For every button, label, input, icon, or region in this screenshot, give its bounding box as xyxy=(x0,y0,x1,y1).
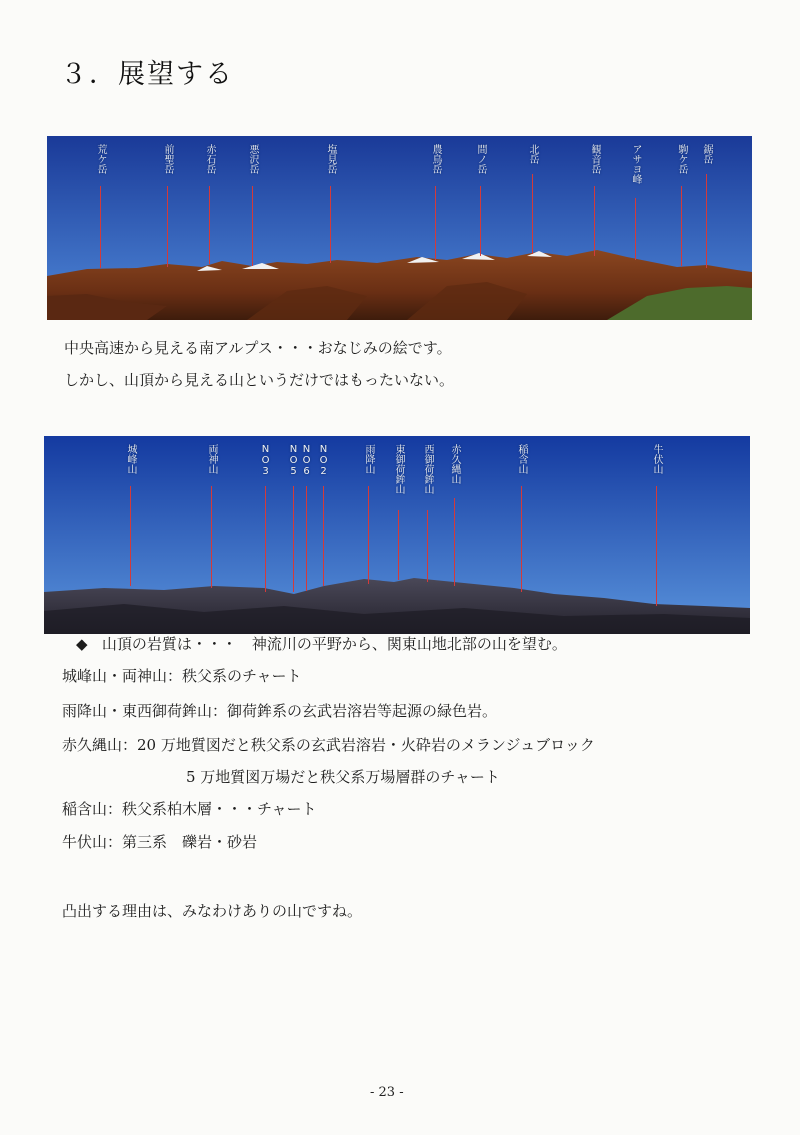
peak-label: 北岳 xyxy=(527,144,538,164)
peak-marker-line xyxy=(656,486,657,606)
peak-label: 農鳥岳 xyxy=(430,144,441,174)
geology-intro-text: 山頂の岩質は・・・ 神流川の平野から、関東山地北部の山を望む。 xyxy=(101,635,567,653)
peak-marker-line xyxy=(265,486,266,592)
peak-marker-line xyxy=(306,486,307,591)
geology-line: 赤久縄山：20 万地質図だと秩父系の玄武岩溶岩・火砕岩のメランジュブロック xyxy=(62,736,595,754)
geology-line: 城峰山・両神山：秩父系のチャート xyxy=(62,667,302,685)
peak-label: 観音岳 xyxy=(589,144,600,174)
peak-label: 稲含山 xyxy=(516,444,527,474)
peak-label: 塩見岳 xyxy=(325,144,336,174)
peak-marker-line xyxy=(521,486,522,592)
peak-marker-line xyxy=(427,510,428,582)
page-number: - 23 - xyxy=(370,1085,404,1100)
peak-label: NO5 xyxy=(288,444,299,477)
southern-alps-illustration xyxy=(47,136,752,320)
peak-label: 東御荷鉾山 xyxy=(393,444,404,494)
peak-label: NO6 xyxy=(301,444,312,477)
peak-marker-line xyxy=(594,186,595,256)
peak-marker-line xyxy=(167,186,168,267)
peak-marker-line xyxy=(100,186,101,268)
geology-line: 牛伏山：第三系 礫岩・砂岩 xyxy=(62,833,258,851)
closing-remark: 凸出する理由は、みなわけありの山ですね。 xyxy=(62,902,363,920)
peak-marker-line xyxy=(532,174,533,254)
peak-label: 悪沢岳 xyxy=(247,144,258,174)
peak-marker-line xyxy=(368,486,369,584)
peak-marker-line xyxy=(293,486,294,592)
peak-label: 駒ケ岳 xyxy=(676,144,687,174)
peak-marker-line xyxy=(635,198,636,260)
peak-marker-line xyxy=(398,510,399,580)
peak-marker-line xyxy=(454,498,455,586)
peak-label: 西御荷鉾山 xyxy=(422,444,433,494)
peak-marker-line xyxy=(130,486,131,586)
peak-marker-line xyxy=(435,186,436,260)
peak-label: 両神山 xyxy=(206,444,217,474)
peak-marker-line xyxy=(681,186,682,266)
geology-line: 稲含山：秩父系柏木層・・・チャート xyxy=(62,800,317,818)
page-title: ３．展望する xyxy=(60,59,234,90)
peak-label: NO3 xyxy=(260,444,271,477)
peak-label: 間ノ岳 xyxy=(475,144,486,174)
bullet-marker: ◆ xyxy=(76,635,88,653)
peak-label: 赤石岳 xyxy=(204,144,215,174)
peak-marker-line xyxy=(706,174,707,268)
peak-label: 前聖岳 xyxy=(162,144,173,174)
peak-label: 雨降山 xyxy=(363,444,374,474)
peak-label: 牛伏山 xyxy=(651,444,662,474)
peak-label: 荒ケ岳 xyxy=(95,144,106,174)
peak-label: 赤久縄山 xyxy=(449,444,460,484)
geology-line: 雨降山・東西御荷鉾山：御荷鉾系の玄武岩溶岩等起源の緑色岩。 xyxy=(62,702,498,720)
peak-marker-line xyxy=(209,186,210,264)
peak-marker-line xyxy=(211,486,212,588)
peak-marker-line xyxy=(252,186,253,266)
kanto-mountains-panorama xyxy=(44,436,750,634)
peak-marker-line xyxy=(480,186,481,256)
peak-marker-line xyxy=(323,486,324,586)
peak-label: 城峰山 xyxy=(125,444,136,474)
caption-line-2: しかし、山頂から見える山というだけではもったいない。 xyxy=(64,371,455,389)
peak-label: NO2 xyxy=(318,444,329,477)
peak-label: アサヨ峰 xyxy=(630,144,641,184)
peak-label: 鋸岳 xyxy=(701,144,712,164)
peak-marker-line xyxy=(330,186,331,263)
geology-intro xyxy=(76,634,567,654)
caption-line-1: 中央高速から見える南アルプス・・・おなじみの絵です。 xyxy=(64,339,452,357)
southern-alps-panorama xyxy=(47,136,752,320)
geology-line: 5 万地質図万場だと秩父系万場層群のチャート xyxy=(186,768,500,786)
